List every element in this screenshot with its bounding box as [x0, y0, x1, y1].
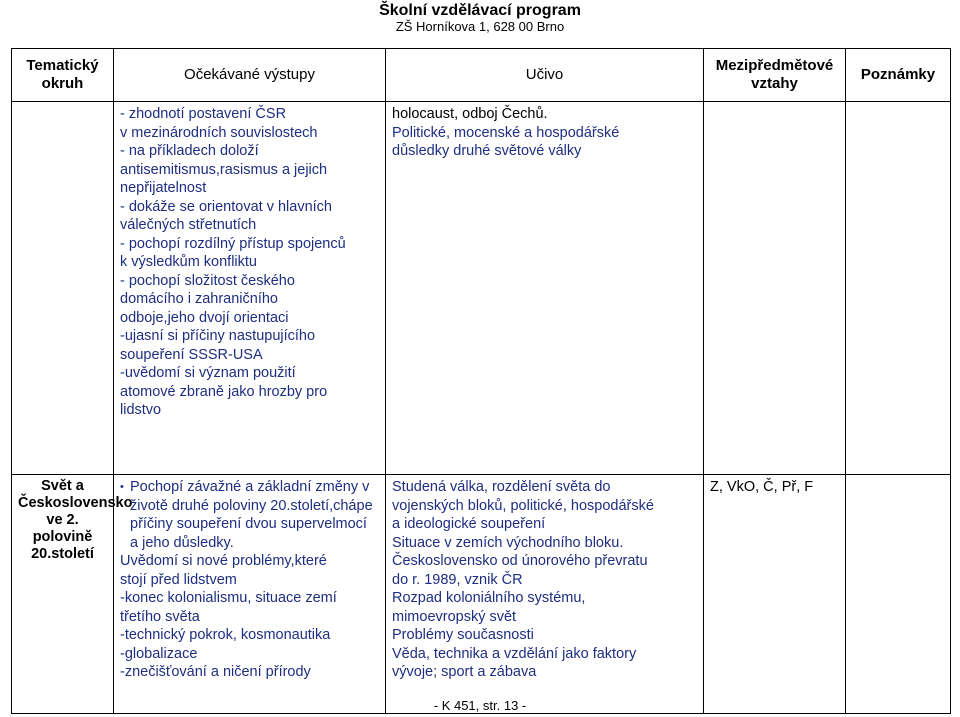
column-header-relations: Mezipředmětové vztahy: [704, 49, 846, 102]
outcome-line: domácího i zahraničního: [120, 291, 278, 307]
table-row: [12, 102, 951, 475]
content-line: holocaust, odboj Čechů.: [392, 106, 548, 122]
content-line: vývoje; sport a zábava: [392, 664, 537, 680]
outcome-line: -konec kolonialismu, situace zemí: [120, 590, 337, 606]
outcome-line: -uvědomí si význam použití: [120, 365, 296, 381]
outcome-line: -ujasní si příčiny nastupujícího: [120, 328, 316, 344]
outcome-line: stojí před lidstvem: [120, 571, 237, 588]
outcome-line: - na příkladech doloží: [120, 143, 259, 159]
page-number-footer: - K 451, str. 13 -: [433, 698, 527, 713]
column-header-topic: Tematický okruh: [12, 49, 114, 102]
topic-cell: [12, 102, 114, 475]
topic-cell: [12, 475, 133, 714]
outcome-line: lidstvo: [120, 402, 162, 418]
outcome-line: nepřijatelnost: [120, 180, 207, 196]
content-line: Rozpad koloniálního systému,: [392, 590, 586, 606]
content-line: do r. 1989, vznik ČR: [392, 571, 523, 588]
table-header-row: [12, 49, 951, 102]
content-line: Československo od únorového převratu: [392, 553, 648, 569]
document-title: Školní vzdělávací program: [379, 2, 581, 19]
content-line: důsledky druhé světové války: [392, 143, 582, 159]
outcome-line: atomové zbraně jako hrozby pro: [120, 383, 328, 400]
relations-cell: [704, 102, 846, 475]
outcome-line: antisemitismus,rasismus a jejich: [120, 161, 328, 178]
relations-cell: [704, 475, 846, 714]
outcome-line: - zhodnotí postavení ČSR: [120, 106, 287, 122]
outcomes-cell: [114, 102, 386, 475]
topic-label: Svět a Československo ve 2. polovině 20.století: [18, 478, 133, 562]
outcome-line: válečných střetnutích: [120, 217, 257, 233]
outcome-line: odboje,jeho dvojí orientaci: [120, 309, 289, 326]
outcome-line: -znečišťování a ničení přírody: [120, 664, 311, 680]
outcome-line: v mezinárodních souvislostech: [120, 124, 318, 141]
content-line: mimoevropský svět: [392, 608, 517, 625]
column-header-outcomes: Očekávané výstupy: [114, 49, 386, 102]
notes-cell: [846, 475, 951, 714]
outcome-line: Uvědomí si nové problémy,které: [120, 553, 327, 569]
relations-text: Z, VkO, Č, Př, F: [710, 479, 814, 495]
content-line: Věda, technika a vzdělání jako faktory: [392, 645, 637, 662]
outcome-bullet-list: [120, 478, 379, 552]
notes-cell: [846, 102, 951, 475]
content-cell: [386, 475, 704, 714]
outcome-line: - dokáže se orientovat v hlavních: [120, 198, 332, 215]
outcomes-cell: [114, 475, 386, 714]
outcome-line: - pochopí složitost českého: [120, 272, 295, 289]
column-header-content: Učivo: [386, 49, 704, 102]
outcome-bullet-item: • Pochopí závažné a základní změny v životě druhé poloviny 20.století,chápe příčiny soupeření dvou supervelmocí a jeho důsledky.: [120, 478, 379, 552]
content-line: a ideologické soupeření: [392, 516, 546, 532]
content-line: Problémy současnosti: [392, 627, 534, 643]
content-line: Studená válka, rozdělení světa do: [392, 479, 611, 495]
content-line: vojenských bloků, politické, hospodářské: [392, 497, 654, 514]
outcome-line: třetího světa: [120, 608, 200, 625]
content-line: Politické, mocenské a hospodářské: [392, 124, 620, 141]
outcome-line: -globalizace: [120, 645, 198, 662]
outcome-line: k výsledkům konfliktu: [120, 254, 257, 270]
content-cell: [386, 102, 704, 475]
curriculum-table: [11, 48, 951, 714]
outcome-line: - pochopí rozdílný přístup spojenců: [120, 235, 346, 252]
content-line: Situace v zemích východního bloku.: [392, 534, 624, 551]
table-row: [12, 475, 951, 714]
outcome-line: soupeření SSSR-USA: [120, 346, 263, 363]
column-header-notes: Poznámky: [846, 49, 951, 102]
document-header: [0, 2, 960, 35]
outcome-line: -technický pokrok, kosmonautika: [120, 627, 331, 643]
document-subtitle: ZŠ Horníkova 1, 628 00 Brno: [395, 19, 565, 35]
